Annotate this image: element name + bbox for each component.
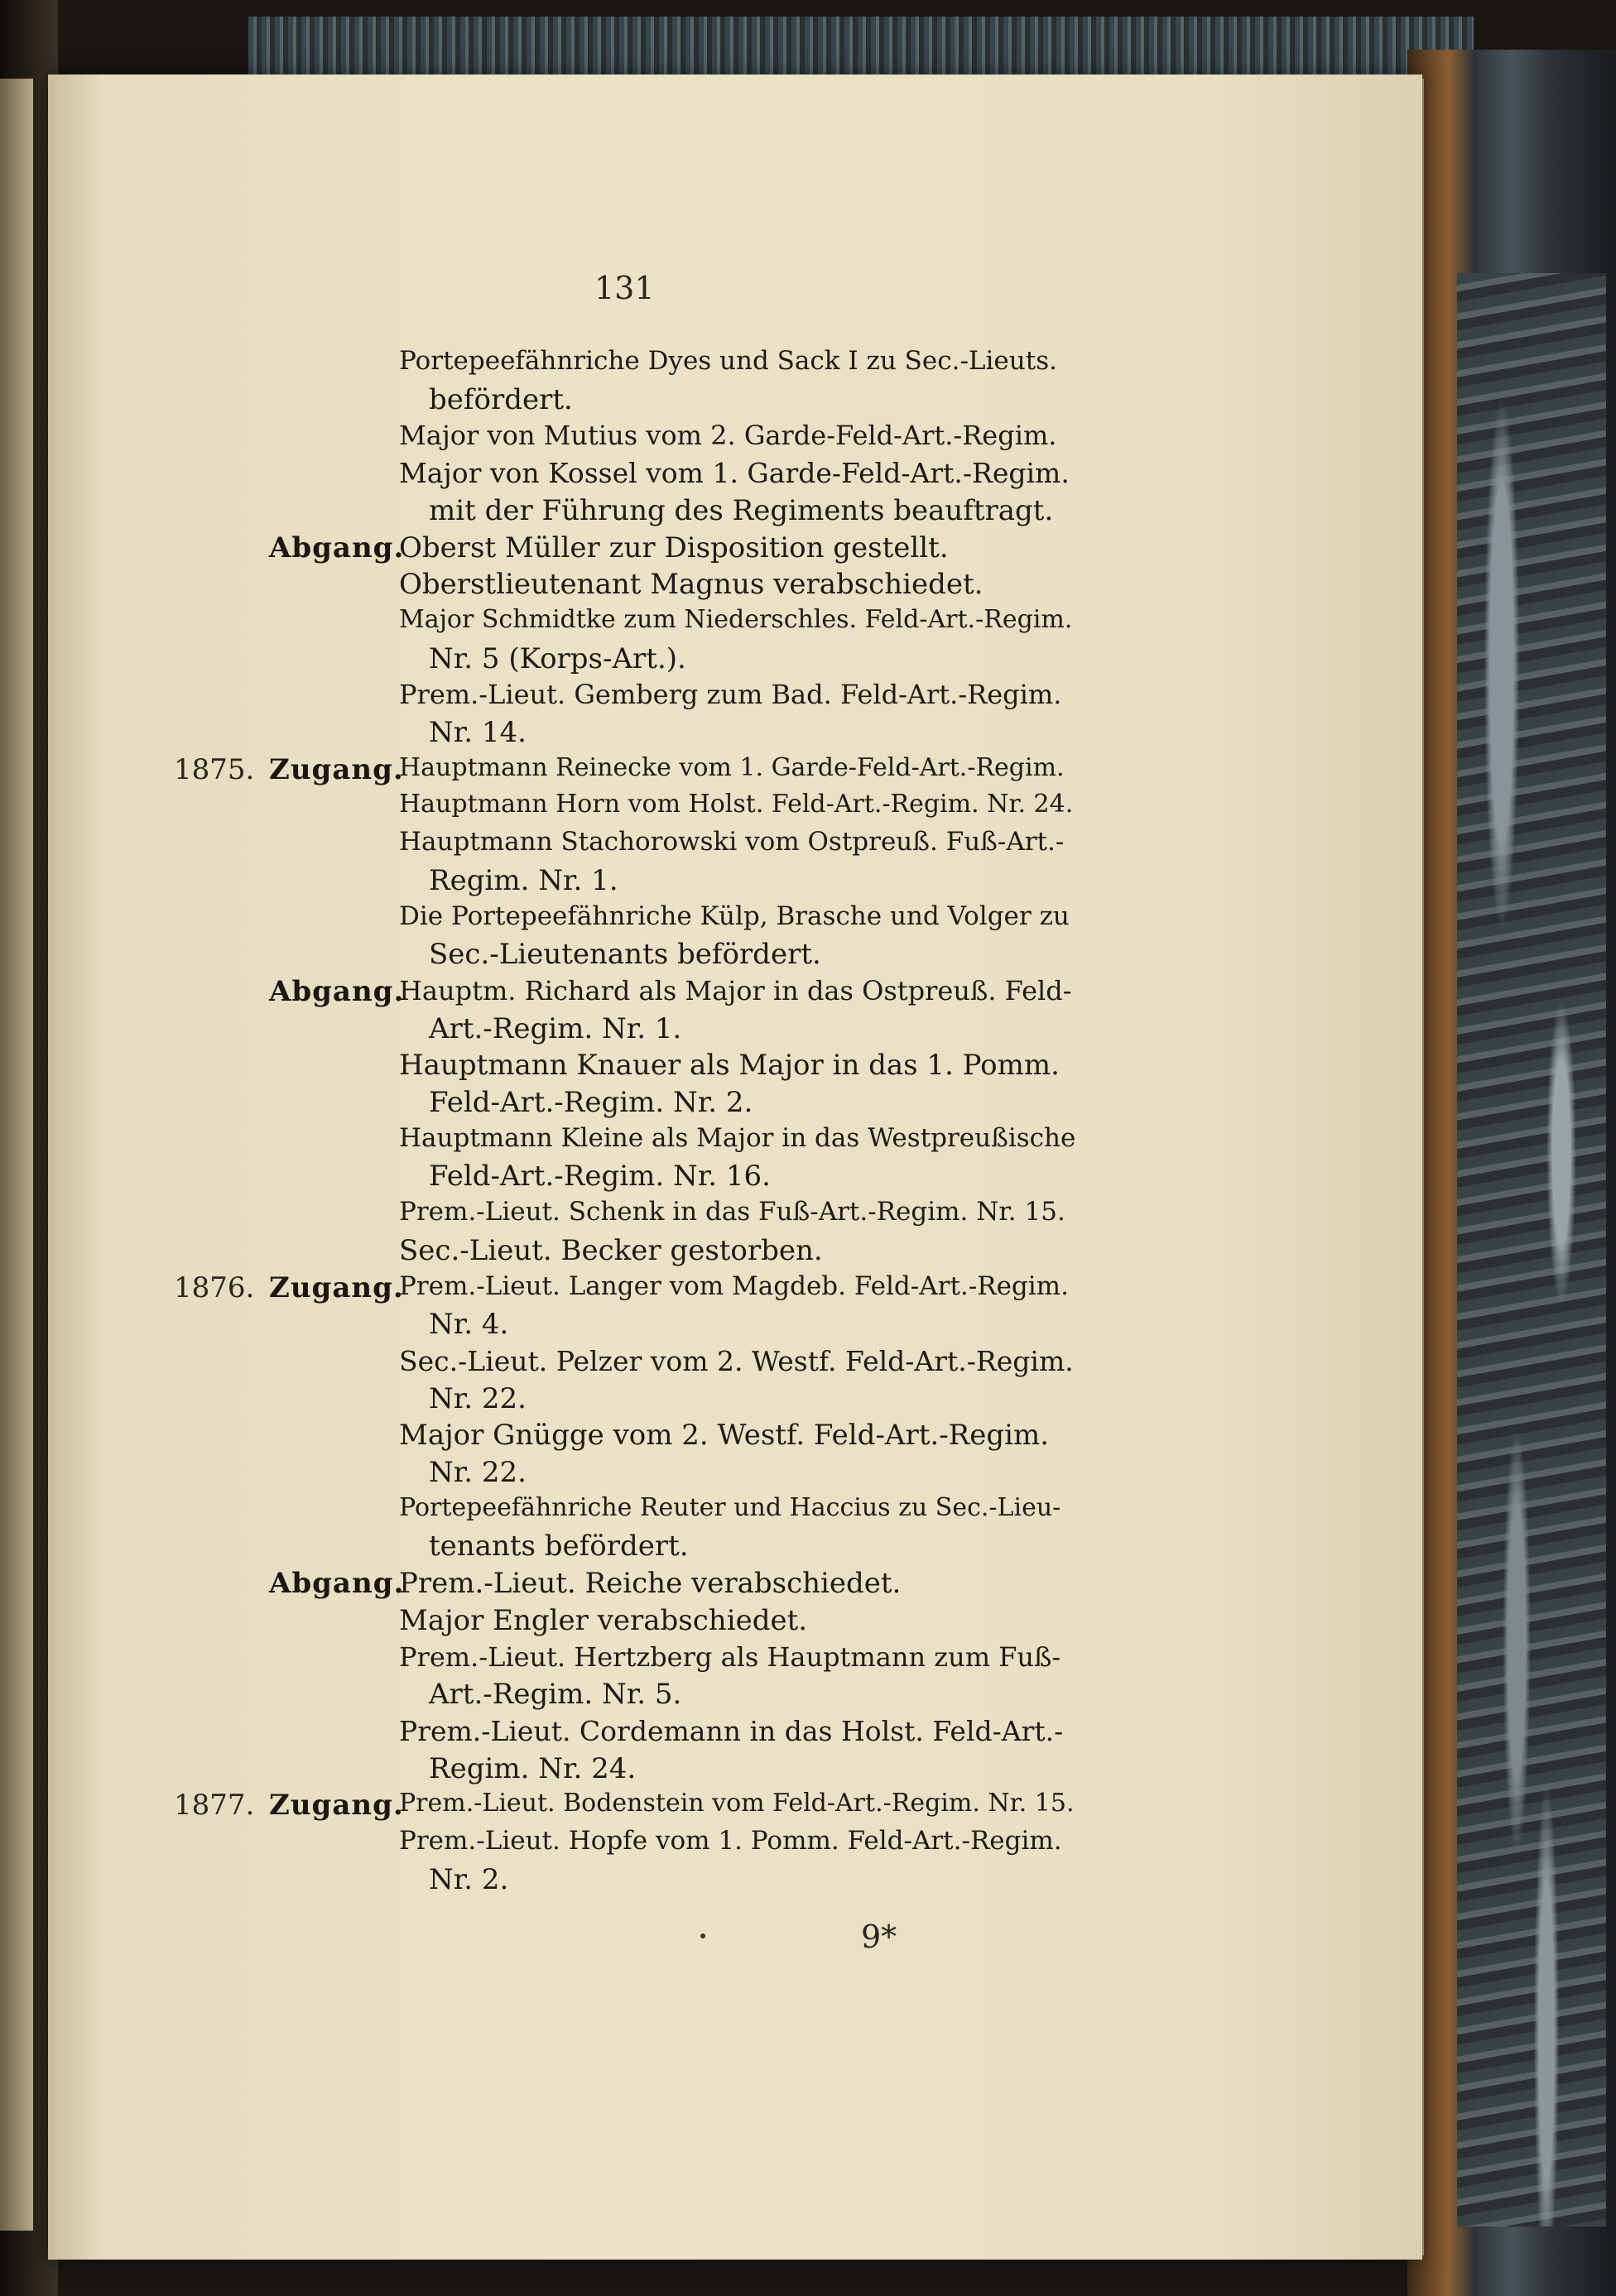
- entry-text: Hauptmann Stachorowski vom Ostpreuß. Fuß-Art.-: [399, 827, 1065, 857]
- entry-label: Abgang.: [269, 531, 405, 564]
- entry-line: [0, 1382, 1407, 1420]
- entry-text: Prem.-Lieut. Bodenstein vom Feld-Art.-Regim. Nr. 15.: [399, 1789, 1075, 1818]
- entry-text: Prem.-Lieut. Schenk in das Fuß-Art.-Regim. Nr. 15.: [399, 1197, 1065, 1227]
- entry-line: [0, 1493, 1407, 1531]
- entry-text: Sec.-Lieut. Pelzer vom 2. Westf. Feld-Art.-Regim.: [399, 1345, 1074, 1377]
- entry-text: Prem.-Lieut. Hopfe vom 1. Pomm. Feld-Art.-Regim.: [399, 1826, 1062, 1856]
- entry-line: [0, 1530, 1407, 1568]
- entry-text: Major von Kossel vom 1. Garde-Feld-Art.-Regim.: [399, 457, 1070, 489]
- entry-line: [0, 1641, 1407, 1679]
- entry-line: [0, 1197, 1407, 1235]
- entry-line: [0, 679, 1407, 717]
- entry-text: Oberst Müller zur Disposition gestellt.: [399, 531, 949, 564]
- entry-text: mit der Führung des Regiments beauftragt.: [429, 494, 1054, 527]
- entry-line: [0, 1567, 1407, 1605]
- entry-text: Regim. Nr. 1.: [429, 864, 618, 897]
- book-binding-top: [248, 17, 1474, 74]
- entry-line: [0, 901, 1407, 939]
- signature-mark: 9*: [861, 1919, 897, 1955]
- entry-label: Abgang.: [269, 975, 405, 1008]
- entry-line: [0, 1271, 1407, 1309]
- entry-line: [0, 642, 1407, 680]
- entry-text: Hauptmann Reinecke vom 1. Garde-Feld-Art.-Regim.: [399, 753, 1065, 782]
- entry-text: Nr. 22.: [429, 1382, 527, 1415]
- entry-line: [0, 1715, 1407, 1753]
- entry-text: Art.-Regim. Nr. 1.: [429, 1012, 682, 1045]
- entry-line: [0, 864, 1407, 902]
- entry-text: Nr. 4.: [429, 1308, 509, 1341]
- entry-year: 1876.: [174, 1271, 255, 1304]
- entry-text: Hauptmann Knauer als Major in das 1. Pomm.: [399, 1049, 1060, 1082]
- entry-year: 1877.: [174, 1789, 255, 1822]
- entry-label: Zugang.: [269, 1789, 404, 1822]
- entry-text: Nr. 14.: [429, 716, 527, 749]
- entry-line: [0, 568, 1407, 606]
- entry-line: [0, 383, 1407, 421]
- entry-line: [0, 420, 1407, 458]
- entry-line: [0, 827, 1407, 865]
- entry-line: [0, 1123, 1407, 1161]
- entry-text: Prem.-Lieut. Langer vom Magdeb. Feld-Art.-Regim.: [399, 1271, 1069, 1301]
- entry-text: Prem.-Lieut. Hertzberg als Hauptmann zum Fuß-: [399, 1641, 1061, 1673]
- entry-line: [0, 1160, 1407, 1198]
- entry-line: [0, 1863, 1407, 1901]
- entry-text: Art.-Regim. Nr. 5.: [429, 1678, 682, 1711]
- entry-line: [0, 753, 1407, 791]
- entry-line: [0, 975, 1407, 1013]
- entry-text: Die Portepeefähnriche Külp, Brasche und Volger zu: [399, 901, 1070, 931]
- entry-text: Major von Mutius vom 2. Garde-Feld-Art.-Regim.: [399, 420, 1057, 451]
- entry-text: Nr. 22.: [429, 1456, 527, 1489]
- entry-line: [0, 605, 1407, 643]
- entry-text: Prem.-Lieut. Cordemann in das Holst. Feld-Art.-: [399, 1715, 1064, 1747]
- entry-text: Regim. Nr. 24.: [429, 1752, 637, 1785]
- entry-text: Sec.-Lieutenants befördert.: [429, 938, 821, 971]
- entry-line: [0, 1826, 1407, 1864]
- entry-text: Feld-Art.-Regim. Nr. 16.: [429, 1160, 771, 1193]
- entry-line: [0, 790, 1407, 828]
- entry-line: [0, 1752, 1407, 1790]
- entry-text: Feld-Art.-Regim. Nr. 2.: [429, 1086, 753, 1119]
- entry-line: [0, 938, 1407, 976]
- entry-line: [0, 1419, 1407, 1457]
- entry-line: [0, 1049, 1407, 1087]
- entry-year: 1875.: [174, 753, 255, 786]
- entry-text: Nr. 5 (Korps-Art.).: [429, 642, 686, 675]
- entry-line: [0, 1678, 1407, 1716]
- entry-line: [0, 1604, 1407, 1642]
- entry-line: [0, 457, 1407, 495]
- entry-text: Major Gnügge vom 2. Westf. Feld-Art.-Regim.: [399, 1419, 1050, 1452]
- entry-text: Portepeefähnriche Reuter und Haccius zu Sec.-Lieu-: [399, 1493, 1061, 1522]
- entry-text: Sec.-Lieut. Becker gestorben.: [399, 1234, 823, 1267]
- entry-label: Zugang.: [269, 1271, 404, 1304]
- entry-text: Hauptmann Horn vom Holst. Feld-Art.-Regim. Nr. 24.: [399, 790, 1074, 819]
- entry-text: Portepeefähnriche Dyes und Sack I zu Sec.-Lieuts.: [399, 346, 1057, 376]
- entry-line: [0, 1308, 1407, 1346]
- entry-text: Hauptmann Kleine als Major in das Westpreußische: [399, 1123, 1076, 1153]
- entry-text: Major Engler verabschiedet.: [399, 1604, 808, 1637]
- entry-line: [0, 716, 1407, 754]
- entry-text: tenants befördert.: [429, 1530, 689, 1563]
- entry-label: Zugang.: [269, 753, 404, 786]
- entry-text: Oberstlieutenant Magnus verabschiedet.: [399, 568, 984, 601]
- marbled-endpaper: [1457, 273, 1606, 2226]
- page-number: 131: [594, 270, 655, 306]
- entry-text: befördert.: [429, 383, 573, 416]
- entry-line: [0, 531, 1407, 569]
- entry-text: Nr. 2.: [429, 1863, 509, 1896]
- entry-line: [0, 1789, 1407, 1827]
- entry-line: [0, 1012, 1407, 1050]
- entry-text: Prem.-Lieut. Gemberg zum Bad. Feld-Art.-Regim.: [399, 679, 1062, 710]
- entry-line: [0, 1234, 1407, 1272]
- entry-label: Abgang.: [269, 1567, 405, 1600]
- entry-line: [0, 1345, 1407, 1383]
- entry-text: Major Schmidtke zum Niederschles. Feld-Art.-Regim.: [399, 605, 1073, 634]
- entry-line: [0, 1086, 1407, 1124]
- entry-text: Hauptm. Richard als Major in das Ostpreuß. Feld-: [399, 975, 1072, 1006]
- print-dot: [700, 1933, 705, 1938]
- entry-line: [0, 346, 1407, 384]
- entry-line: [0, 494, 1407, 532]
- entry-line: [0, 1456, 1407, 1494]
- entry-text: Prem.-Lieut. Reiche verabschiedet.: [399, 1567, 902, 1600]
